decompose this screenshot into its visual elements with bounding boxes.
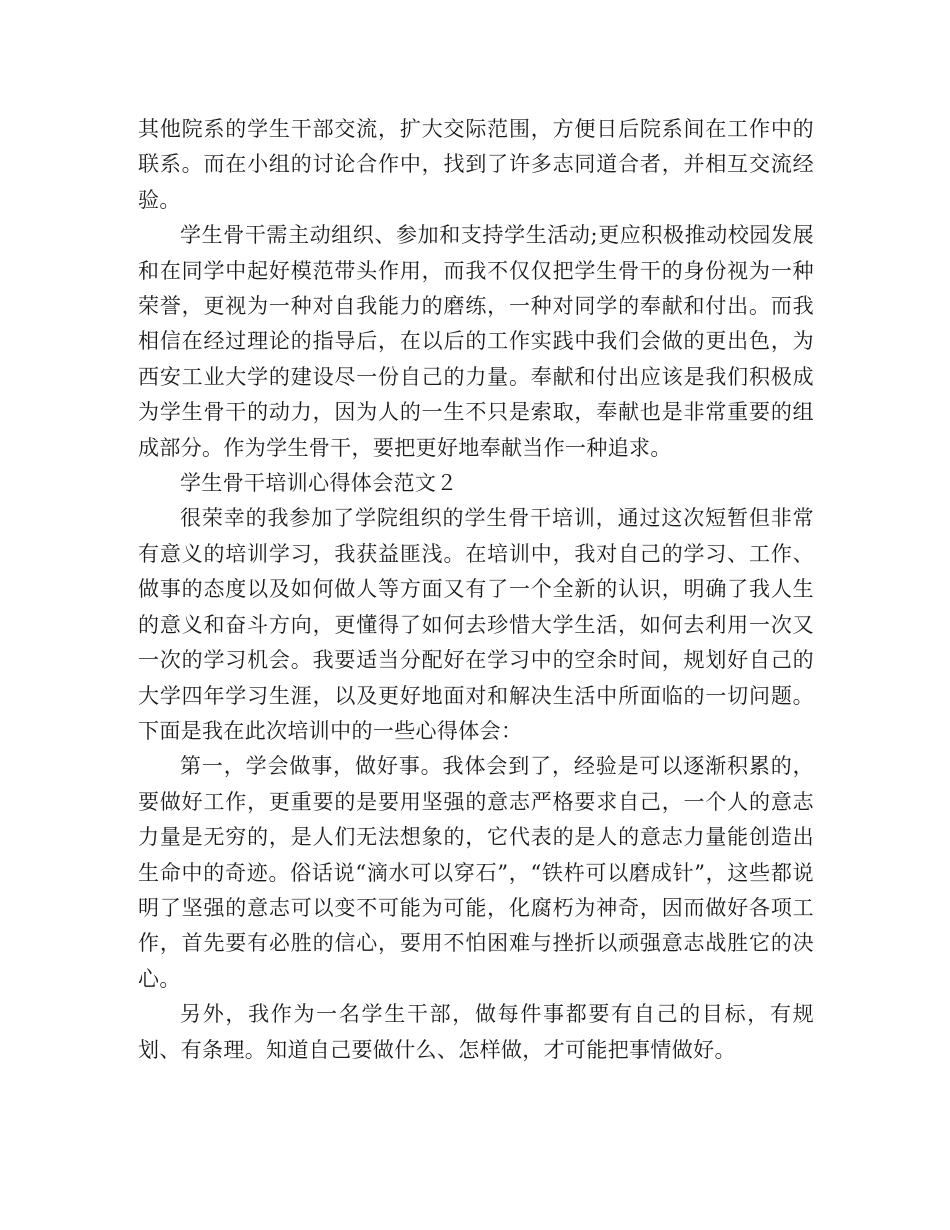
document-body xyxy=(138,112,814,1068)
paragraph-continuation: 其他院系的学生干部交流，扩大交际范围，方便日后院系间在工作中的联系。而在小组的讨论合作中，找到了许多志同道合者，并相互交流经验。 xyxy=(138,117,814,212)
paragraph-point-one: 第一，学会做事，做好事。我体会到了，经验是可以逐渐积累的，要做好工作，更重要的是要用坚强的意志严格要求自己，一个人的意志力量是无穷的，是人们无法想象的，它代表的是人的意志力量能创造出生命中的奇迹。俗话说“滴水可以穿石”，“铁杵可以磨成针”，这些都说明了坚强的意志可以变不可能为可能，化腐朽为神奇，因而做好各项工作，首先要有必胜的信心，要用不怕困难与挫折以顽强意志战胜它的决心。 xyxy=(138,754,814,991)
section-heading-example-2: 学生骨干培训心得体会范文２ xyxy=(180,471,458,496)
paragraph-training-reflection: 很荣幸的我参加了学院组织的学生骨干培训，通过这次短暂但非常有意义的培训学习，我获益匪浅。在培训中，我对自己的学习、工作、做事的态度以及如何做人等方面又有了一个全新的认识，明确了我人生的意义和奋斗方向，更懂得了如何去珍惜大学生活，如何去利用一次又一次的学习机会。我要适当分配好在学习中的空余时间，规划好自己的大学四年学习生涯，以及更好地面对和解决生活中所面临的一切问题。下面是我在此次培训中的一些心得体会： xyxy=(138,506,814,743)
paragraph-additionally: 另外，我作为一名学生干部，做每件事都要有自己的目标，有规划、有条理。知道自己要做什么、怎样做，才可能把事情做好。 xyxy=(138,1002,814,1062)
paragraph-student-backbone-role: 学生骨干需主动组织、参加和支持学生活动;更应积极推动校园发展和在同学中起好模范带头作用，而我不仅仅把学生骨干的身份视为一种荣誉，更视为一种对自我能力的磨练，一种对同学的奉献和付出。而我相信在经过理论的指导后，在以后的工作实践中我们会做的更出色，为西安工业大学的建设尽一份自己的力量。奉献和付出应该是我们积极成为学生骨干的动力，因为人的一生不只是索取，奉献也是非常重要的组成部分。作为学生骨干，要把更好地奉献当作一种追求。 xyxy=(138,223,814,460)
